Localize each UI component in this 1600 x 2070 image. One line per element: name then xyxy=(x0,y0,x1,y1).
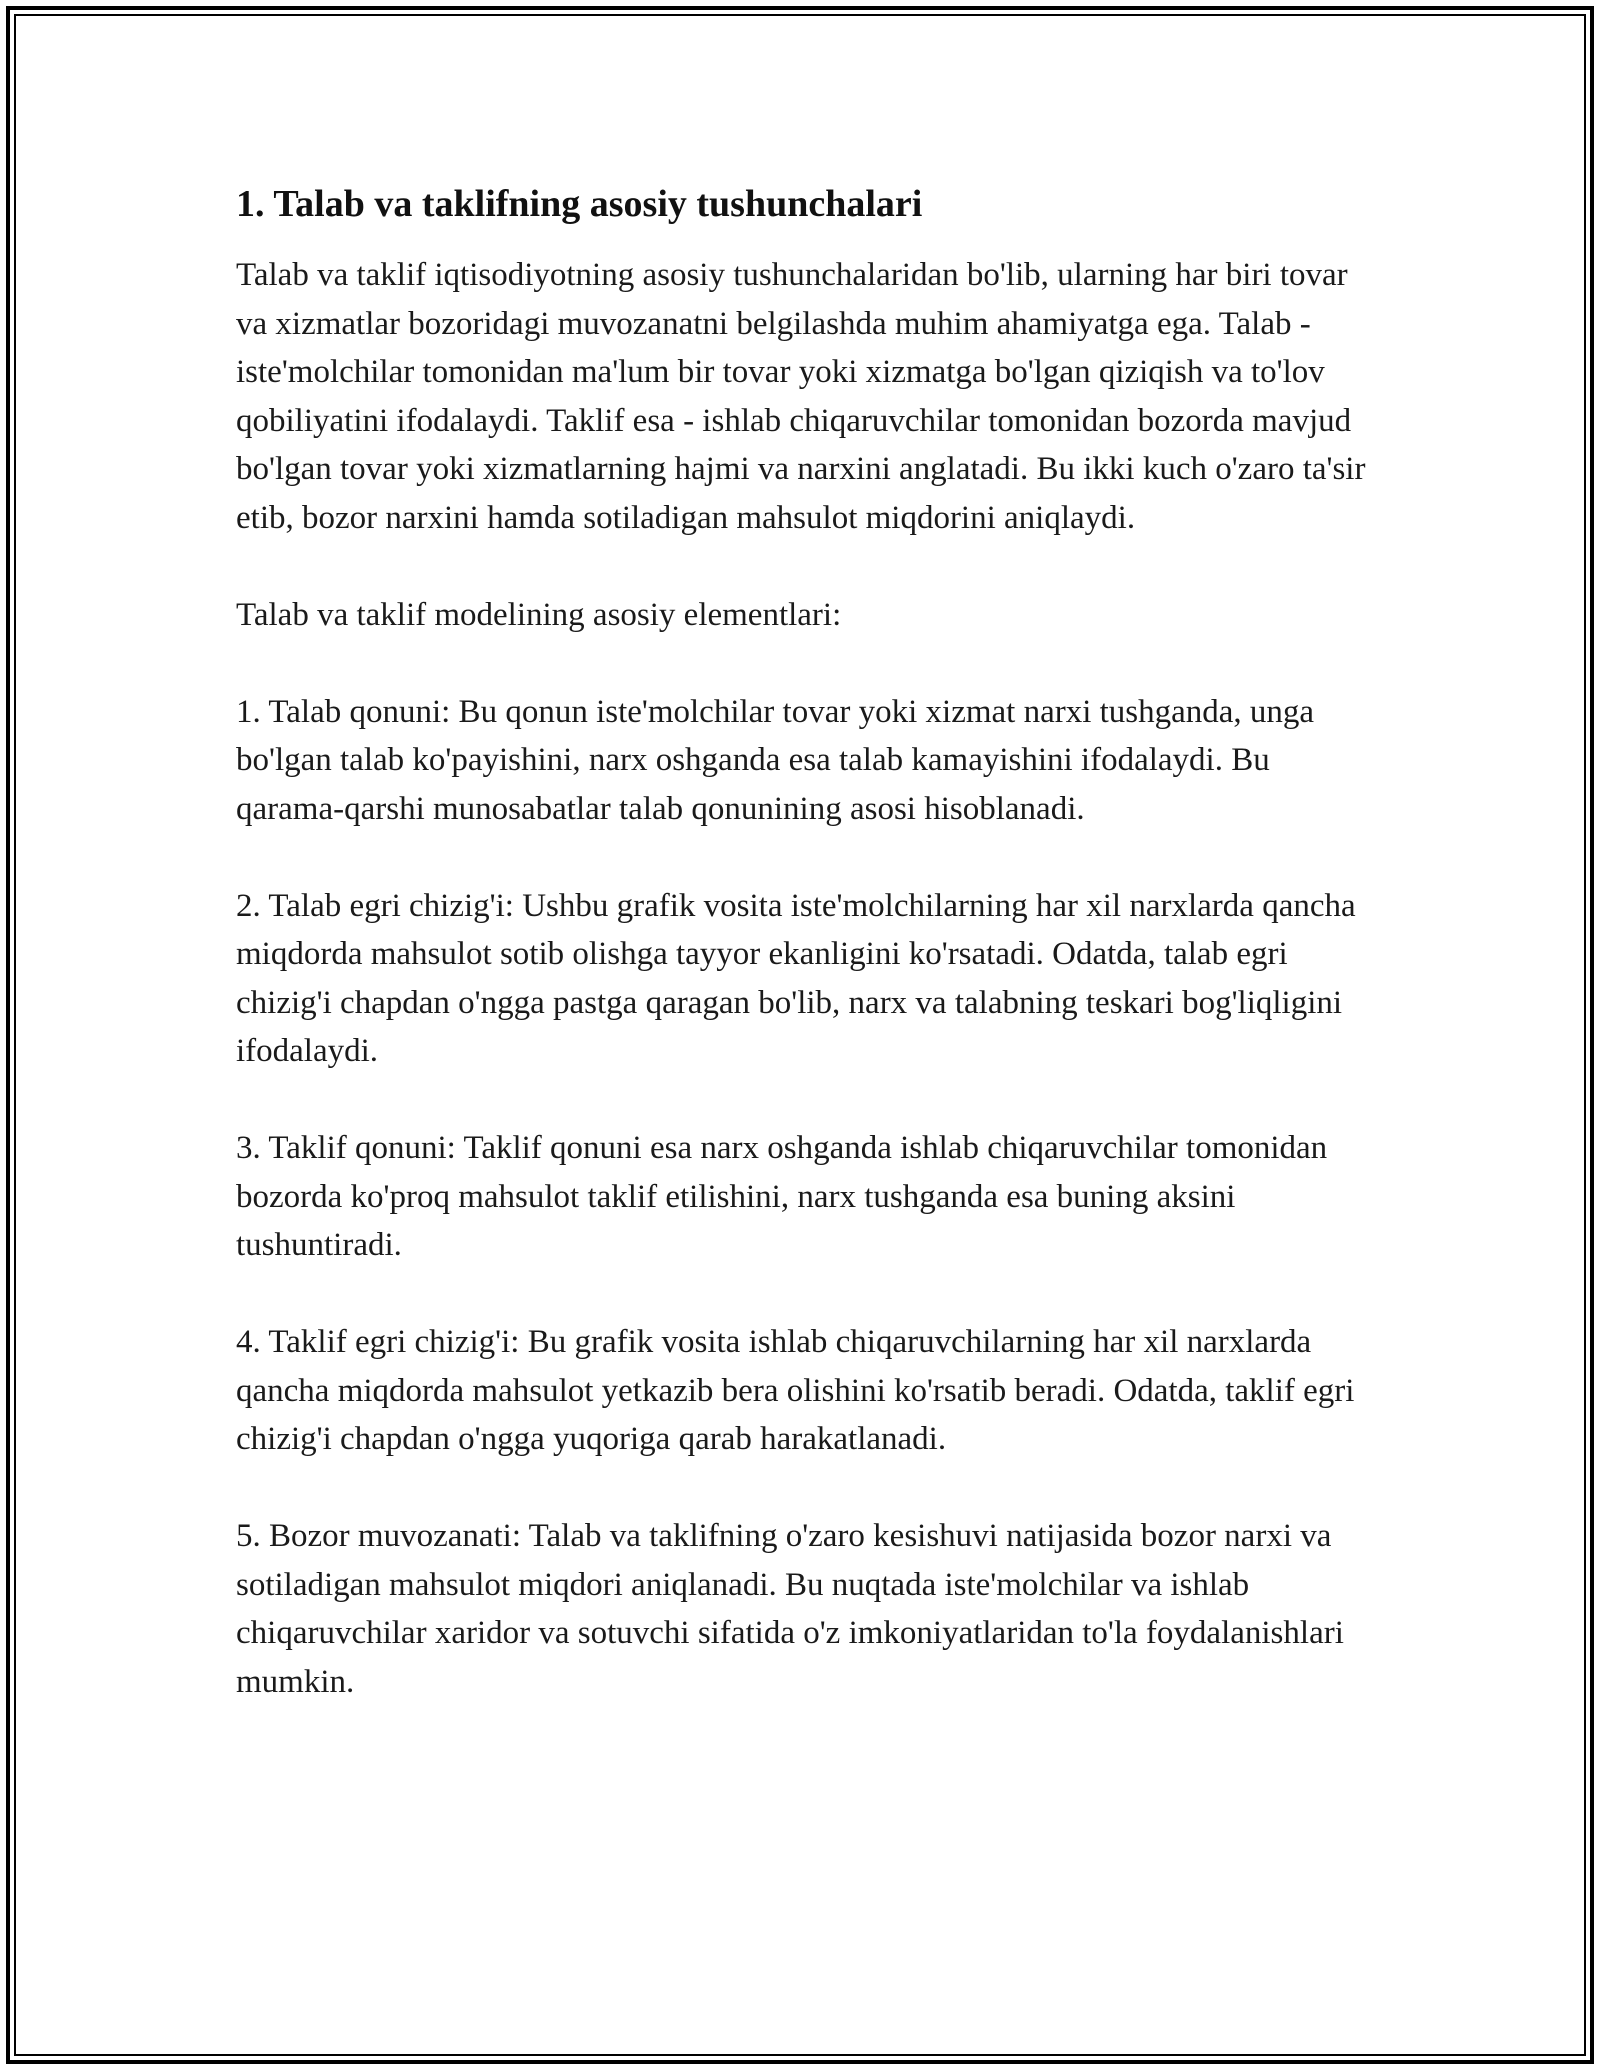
list-item-taklif-egri-chizigi: 4. Taklif egri chizig'i: Bu grafik vosita ishlab chiqaruvchilarning har xil narxlarda qancha miqdorda mahsulot yetkazib bera olishini ko'rsatib beradi. Odatda, taklif egri chizig'i chapdan o'ngga yuqoriga qarab harakatlanadi. xyxy=(236,1324,1355,1458)
list-item-taklif-qonuni: 3. Taklif qonuni: Taklif qonuni esa narx oshganda ishlab chiqaruvchilar tomonidan bozorda ko'proq mahsulot taklif etilishini, narx tushganda esa buning aksini tushuntiradi. xyxy=(236,1130,1328,1264)
section-heading: 1. Talab va taklifning asosiy tushunchalari xyxy=(236,183,923,225)
list-intro-paragraph: Talab va taklif modelining asosiy elementlari: xyxy=(236,596,842,633)
list-item-talab-qonuni: 1. Talab qonuni: Bu qonun iste'molchilar tovar yoki xizmat narxi tushganda, unga bo'lgan talab ko'payishini, narx oshganda esa talab kamayishini ifodalaydi. Bu qarama-qarshi munosabatlar talab qonunining asosi hisoblanadi. xyxy=(236,693,1315,827)
document-body xyxy=(236,180,1386,1706)
intro-paragraph: Talab va taklif iqtisodiyotning asosiy tushunchalaridan bo'lib, ularning har biri tovar va xizmatlar bozoridagi muvozanatni belgilashda muhim ahamiyatga ega. Talab - iste'molchilar tomonidan ma'lum bir tovar yoki xizmatga bo'lgan qiziqish va to'lov qobiliyatini ifodalaydi. Taklif esa - ishlab chiqaruvchilar tomonidan bozorda mavjud bo'lgan tovar yoki xizmatlarning hajmi va narxini anglatadi. Bu ikki kuch o'zaro ta'sir etib, bozor narxini hamda sotiladigan mahsulot miqdorini aniqlaydi. xyxy=(236,257,1366,536)
list-item-talab-egri-chizigi: 2. Talab egri chizig'i: Ushbu grafik vosita iste'molchilarning har xil narxlarda qancha miqdorda mahsulot sotib olishga tayyor ekanligini ko'rsatadi. Odatda, talab egri chizig'i chapdan o'ngga pastga qaragan bo'lib, narx va talabning teskari bog'liqligini ifodalaydi. xyxy=(236,887,1356,1070)
list-item-bozor-muvozanati: 5. Bozor muvozanati: Talab va taklifning o'zaro kesishuvi natijasida bozor narxi va sotiladigan mahsulot miqdori aniqlanadi. Bu nuqtada iste'molchilar va ishlab chiqaruvchilar xaridor va sotuvchi sifatida o'z imkoniyatlaridan to'la foydalanishlari mumkin. xyxy=(236,1518,1344,1700)
